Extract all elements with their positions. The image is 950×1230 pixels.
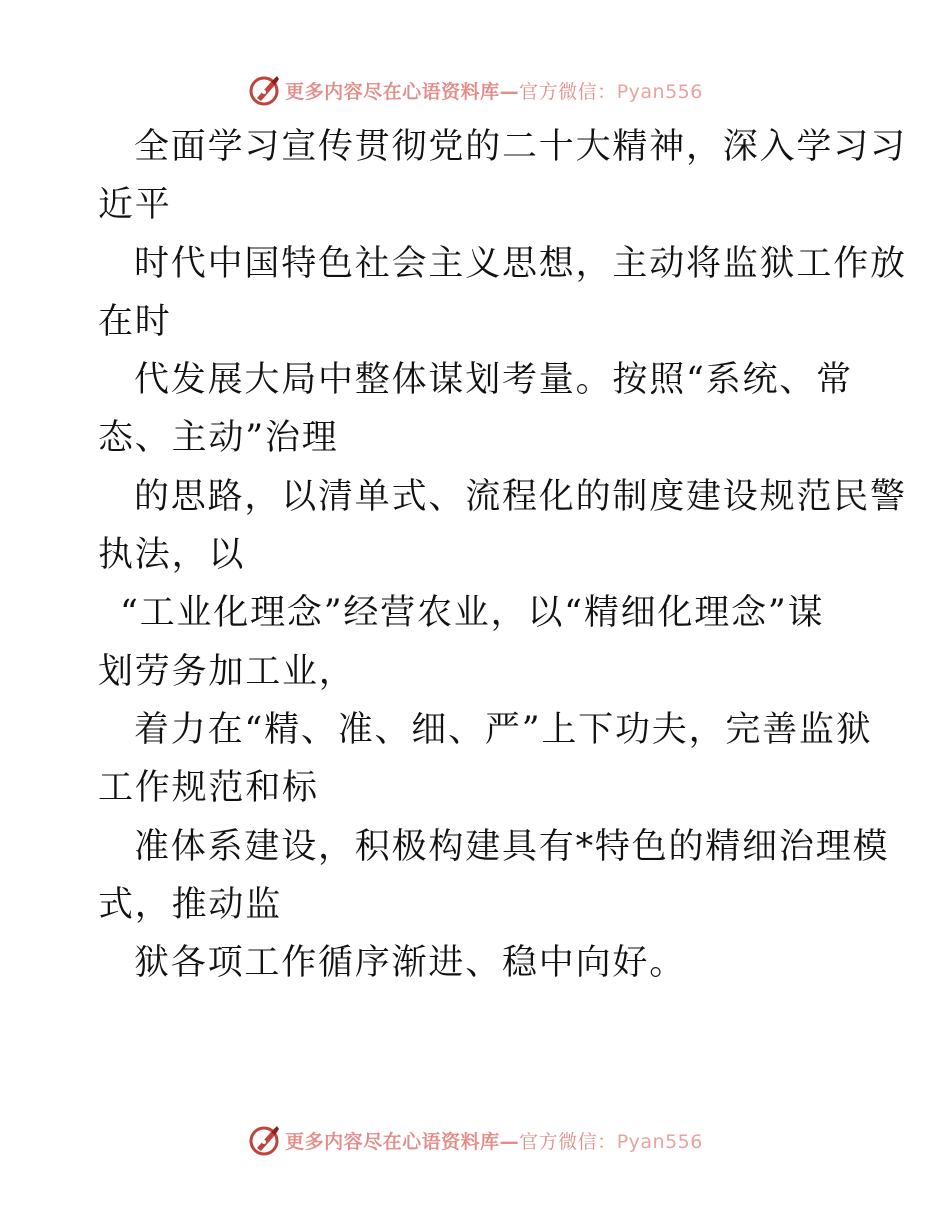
text-line: 狱各项工作循序渐进、稳中向好。 [134,943,687,984]
footer-watermark-banner [0,1118,950,1162]
banner-main-text: 更多内容尽在心语资料库 [285,1130,500,1153]
text-line: 态、主动”治理 [98,418,339,459]
text-line: 准体系建设，积极构建具有*特色的精细治理模 [134,826,890,867]
header-watermark-banner [0,68,950,112]
text-line: 着力在“精、准、细、严”上下功夫，完善监狱 [134,709,873,750]
text-line: 执法，以 [98,535,246,576]
banner-sub-text: 官方微信： [519,1130,617,1153]
banner-sub-text: 官方微信： [519,80,617,103]
banner-separator: — [499,80,520,103]
banner-main-text: 更多内容尽在心语资料库 [285,80,500,103]
banner-label [285,1127,703,1154]
text-line: 在时 [98,301,172,342]
banner-label [285,77,703,104]
pen-nib-logo-icon [247,1122,283,1158]
text-line: 式，推动监 [98,884,283,925]
banner-wechat-id: Pyan556 [616,80,703,103]
text-line: 划劳务加工业， [98,651,356,692]
document-body [98,118,907,992]
text-line: 近平 [98,185,172,226]
text-line: “工业化理念”经营农业，以“精细化理念”谋 [120,593,825,634]
text-line: 的思路，以清单式、流程化的制度建设规范民警 [134,476,907,517]
text-line: 代发展大局中整体谋划考量。按照“系统、常 [134,360,853,401]
text-line: 时代中国特色社会主义思想，主动将监狱工作放 [134,243,907,284]
banner-separator: — [499,1130,520,1153]
banner-wechat-id: Pyan556 [616,1130,703,1153]
text-line: 全面学习宣传贯彻党的二十大精神，深入学习习 [134,127,907,167]
text-line: 工作规范和标 [98,768,319,809]
pen-nib-logo-icon [247,72,283,108]
